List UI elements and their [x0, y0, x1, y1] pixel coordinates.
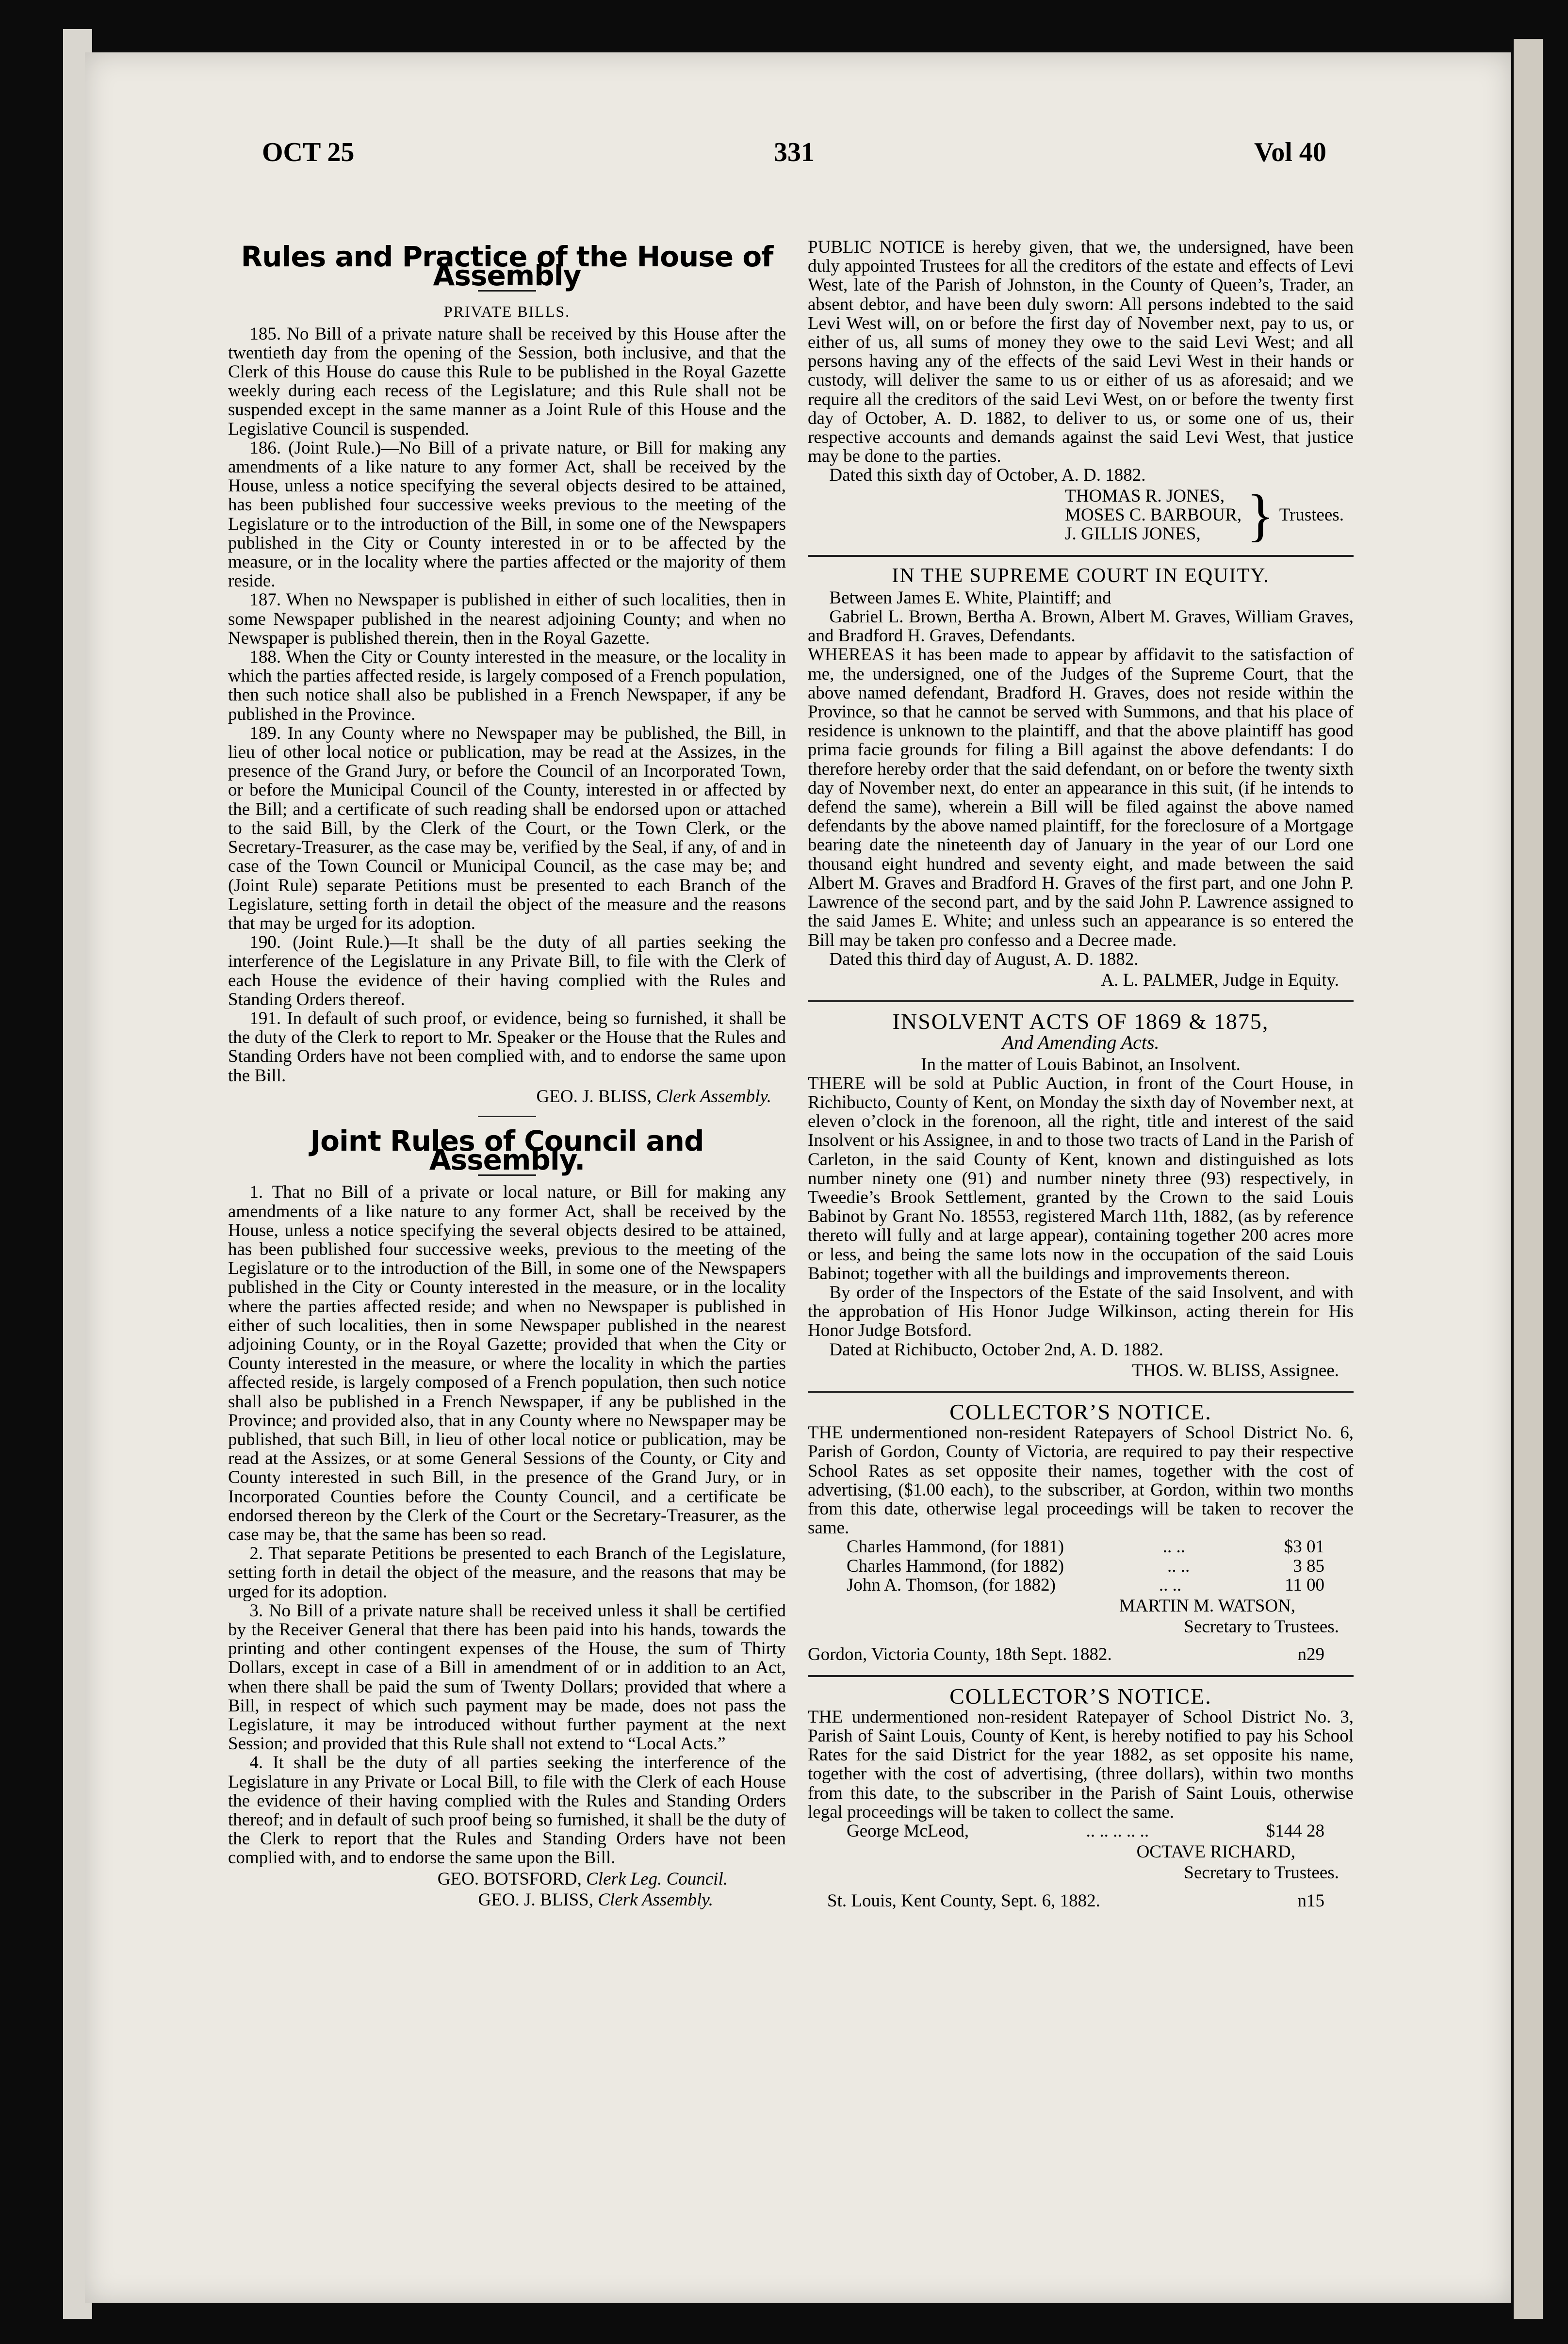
rule-191: 191. In default of such proof, or evidence, being so furnished, it shall be the duty of the Clerk to report to Mr. Speaker or the House that the Rules and Standing Orders have not been complied with, and to endorse the same upon the Bill.	[228, 1008, 786, 1086]
ratepayer-name: George McLeod,	[847, 1821, 969, 1841]
rule-186: 186. (Joint Rule.)—No Bill of a private nature, or Bill for making any amendments of a like nature to any former Act, shall be received by the House, unless a notice specifying the several objects desired to be attained, has been published four successive weeks previous to the meeting of the Legislature or to the introduction of the Bill, in some one of the Newspapers published in the City or County interested in or to be affected by the measure, or in the locality where the parties affected or the majority of them reside.	[228, 438, 786, 591]
insolvent-title: INSOLVENT ACTS OF 1869 & 1875,	[892, 1009, 1269, 1034]
insolvent-matter: In the matter of Louis Babinot, an Insolvent.	[921, 1054, 1241, 1074]
rules-title: Rules and Practice of the House of Assembly	[241, 240, 773, 293]
trustee-name: MOSES C. BARBOUR,	[1065, 505, 1242, 525]
leader-dots: .. ..	[1162, 1537, 1185, 1557]
rules-signature-title: Clerk Assembly.	[656, 1086, 771, 1107]
collector2-footer	[827, 1891, 1324, 1910]
rate-row	[847, 1537, 1324, 1556]
trustees-signature	[808, 482, 1344, 547]
rate-row	[847, 1576, 1324, 1595]
page-number: 331	[774, 137, 815, 167]
leader-dots: .. ..	[1167, 1556, 1190, 1576]
insolvent-subtitle: And Amending Acts.	[1002, 1031, 1160, 1054]
collector1-footer	[808, 1645, 1324, 1664]
ratepayer-name: Charles Hammond, (for 1881)	[847, 1537, 1064, 1557]
joint-rule-4: 4. It shall be the duty of all parties seeking the interference of the Legislature in any Private or Local Bill, to file with the Clerk of each House the evidence of their having complied with the Rules and Standing Orders thereof; and in default of such proof being so furnished, it shall be the duty of the Clerk to report that the Rules and Standing Orders have not been complied with, and to endorse the same upon the Bill.	[228, 1753, 786, 1868]
collector2-footer-code: n15	[1297, 1890, 1324, 1911]
rate-row	[847, 1557, 1324, 1576]
right-column	[808, 238, 1354, 1910]
rules-subtitle: PRIVATE BILLS.	[443, 303, 571, 321]
joint-signature-1	[228, 1870, 728, 1888]
equity-signature: A. L. PALMER, Judge in Equity.	[1101, 970, 1339, 990]
public-notice-body: PUBLIC NOTICE is hereby given, that we, the undersigned, have been duly appointed Trustees for all the creditors of the estate and effects of Levi West, late of the Parish of Johnston, in the County of Queen’s, Trader, an absent debtor, and have been duly sworn: All persons indebted to the said Levi West will, on or before the first day of November next, pay to us, or either of us, all sums of money they owe to the said Levi West; and all persons having any of the effects of the said Levi West in their hands or custody, will deliver the same to us or either of us as aforesaid; and we require all the creditors of the said Levi West, on or before the twenty first day of October, A. D. 1882, to deliver to us, or some one of us, their respective accounts and demands against the said Levi West, that justice may be done to the parties.	[808, 237, 1354, 467]
insolvent-dated: Dated at Richibucto, October 2nd, A. D. 1882.	[829, 1339, 1163, 1360]
left-column	[228, 240, 786, 1910]
collector2-body: THE undermentioned non-resident Ratepayer of School District No. 3, Parish of Saint Louis, County of Kent, is hereby notified to pay his School Rates for the said District for the year 1882, as set opposite his name, together with the cost of advertising, (three dollars), within two months from this date, to the subscriber in the Parish of Saint Louis, otherwise legal proceedings will be taken to collect the same.	[808, 1707, 1354, 1822]
separator	[808, 555, 1354, 557]
trustees-role: Trustees.	[1279, 505, 1344, 525]
collector1-footer-code: n29	[1297, 1644, 1324, 1665]
joint-sig2-title: Clerk Assembly.	[598, 1889, 713, 1910]
separator	[808, 1000, 1354, 1002]
volume-number: Vol 40	[1254, 137, 1326, 167]
joint-rule-2: 2. That separate Petitions be presented to each Branch of the Legislature, setting forth in detail the object of the measure, and the reasons that may be urged for its adoption.	[228, 1544, 786, 1602]
collector1-body: THE undermentioned non-resident Ratepayers of School District No. 6, Parish of Gordon, County of Victoria, are required to pay their respective School Rates as set opposite their names, together with the cost of advertising, ($1.00 each), to the subscriber, at Gordon, within two months from this date, otherwise legal proceedings will be taken to recover the same.	[808, 1423, 1354, 1538]
ratepayer-name: Charles Hammond, (for 1882)	[847, 1556, 1064, 1576]
leader-dots: .. ..	[1159, 1575, 1182, 1595]
collector1-signature-title: Secretary to Trustees.	[1184, 1617, 1339, 1637]
collector1-signature-name: MARTIN M. WATSON,	[1119, 1596, 1295, 1616]
insolvent-body: THERE will be sold at Public Auction, in front of the Court House, in Richibucto, County of Kent, on Monday the sixth day of November next, at eleven o’clock in the forenoon, all the right, title and interest of the said Insolvent or his Assignee, in and to those two tracts of Land in the Parish of Carleton, in the said County of Kent, known and distinguished as lots number ninety one (91) and number ninety three (93) respectively, in Tweedie’s Brook Settlement, granted by the Crown to the said Louis Babinot by Grant No. 18553, registered March 11th, 1882, (as by reference thereto will fully and at large appear), containing together 200 acres more or less, and being the same lots now in the occupation of the said Louis Babinot; together with all the buildings and improvements thereon.	[808, 1073, 1354, 1284]
rate-amount: $144 28	[1266, 1821, 1324, 1841]
separator	[808, 1675, 1354, 1677]
collector2-footer-place: St. Louis, Kent County, Sept. 6, 1882.	[827, 1890, 1100, 1911]
brace-glyph: }	[1246, 482, 1274, 547]
collector2-title: COLLECTOR’S NOTICE.	[949, 1683, 1212, 1709]
insolvent-order: By order of the Inspectors of the Estate of the said Insolvent, and with the approbation of His Honor Judge Wilkinson, acting therein for His Honor Judge Botsford.	[808, 1282, 1354, 1341]
rules-signature	[228, 1087, 771, 1106]
joint-rule-3: 3. No Bill of a private nature shall be received unless it shall be certified by the Receiver General that there has been paid into his hands, towards the printing and other contingent expenses of the House, the sum of Thirty Dollars, except in case of a Bill in amendment of or in addition to an Act, when there shall be paid the sum of Twenty Dollars; provided that where a Bill, in respect of which such payment may be made, does not pass the Legislature, it may be introduced without further payment at the next Session; and provided that this Rule shall not extend to “Local Acts.”	[228, 1600, 786, 1754]
insolvent-signature: THOS. W. BLISS, Assignee.	[1132, 1360, 1339, 1381]
rate-amount: 11 00	[1285, 1575, 1324, 1595]
joint-signature-2	[228, 1890, 713, 1909]
joint-rules-title: Joint Rules of Council and Assembly.	[310, 1124, 704, 1177]
rate-amount: $3 01	[1284, 1537, 1324, 1557]
equity-between: Between James E. White, Plaintiff; and	[829, 587, 1111, 608]
leader-dots: .. .. .. .. ..	[1086, 1821, 1149, 1841]
trustee-name: J. GILLIS JONES,	[1065, 524, 1201, 544]
ratepayer-name: John A. Thomson, (for 1882)	[847, 1575, 1056, 1595]
joint-sig1-name: GEO. BOTSFORD,	[437, 1869, 582, 1889]
rules-signature-name: GEO. J. BLISS,	[536, 1086, 652, 1107]
rate-amount: 3 85	[1293, 1556, 1324, 1576]
equity-dated: Dated this third day of August, A. D. 1882.	[829, 949, 1139, 969]
issue-date: OCT 25	[262, 137, 355, 167]
public-notice-dated: Dated this sixth day of October, A. D. 1882.	[829, 465, 1146, 486]
equity-defendants: Gabriel L. Brown, Bertha A. Brown, Albert M. Graves, William Graves, and Bradford H. Graves, Defendants.	[808, 607, 1354, 646]
trustee-names	[1065, 487, 1241, 544]
collector1-title: COLLECTOR’S NOTICE.	[949, 1399, 1212, 1424]
rate-row	[847, 1822, 1324, 1840]
rule-189: 189. In any County where no Newspaper may be published, the Bill, in lieu of other local notice or publication, may be read at the Assizes, in the presence of the Grand Jury, or before the Council of an Incorporated Town, or before the Municipal Council of the County, interested in or affected by the Bill; and a certificate of such reading shall be endorsed upon or attached to the said Bill, by the Clerk of the Court, or the Town Clerk, or the Secretary-Treasurer, as the case may be, verified by the Seal, if any, of and in case of the Town Council or Municipal Council, as the case may be; and (Joint Rule) separate Petitions must be presented to each Branch of the Legislature, setting forth in detail the object of the measure and the reasons that may be urged for its adoption.	[228, 723, 786, 933]
equity-body: WHEREAS it has been made to appear by affidavit to the satisfaction of me, the undersigned, one of the Judges of the Supreme Court, that the above named defendant, Bradford H. Graves, does not reside within the Province, so that he cannot be served with Summons, and that his place of residence is unknown to the plaintiff, and that the above plaintiff has good prima facie grounds for filing a Bill against the above defendants: I do therefore hereby order that the said defendant, on or before the twenty sixth day of November next, do enter an appearance in this suit, (if he intends to defend the same), wherein a Bill will be filed against the above named defendants by the above named plaintiff, for the foreclosure of a Mortgage bearing date the nineteenth day of January in the year of our Lord one thousand eight hundred and seventy eight, and made between the said Albert M. Graves and Bradford H. Graves of the first part, and one John P. Lawrence of the second part, and by the said John P. Lawrence assigned to the said James E. White; and unless such an appearance is so entered the Bill may be taken pro confesso and a Decree made.	[808, 645, 1354, 950]
rule-188: 188. When the City or County interested in the measure, or the locality in which the parties affected reside, is largely composed of a French population, then such notice shall also be published in a French Newspaper, if any be published in the Province.	[228, 647, 786, 724]
collector2-signature-title: Secretary to Trustees.	[1184, 1863, 1339, 1883]
section-rule	[478, 1116, 536, 1117]
binding-edge-right	[1514, 39, 1543, 2319]
rule-187: 187. When no Newspaper is published in either of such localities, then in some Newspaper published in the nearest adjoining County; and when no Newspaper is published therein, then in the Royal Gazette.	[228, 590, 786, 648]
equity-title: IN THE SUPREME COURT IN EQUITY.	[892, 564, 1270, 587]
joint-sig1-title: Clerk Leg. Council.	[586, 1869, 728, 1889]
separator	[808, 1391, 1354, 1393]
collector1-footer-place: Gordon, Victoria County, 18th Sept. 1882.	[808, 1644, 1112, 1665]
collector2-signature-name: OCTAVE RICHARD,	[1136, 1842, 1295, 1862]
rule-190: 190. (Joint Rule.)—It shall be the duty of all parties seeking the interference of the Legislature in any Private Bill, to file with the Clerk of each House the evidence of their having complied with the Rules and Standing Orders thereof.	[228, 932, 786, 1009]
joint-rule-1: 1. That no Bill of a private or local nature, or Bill for making any amendments of a like nature to any former Act, shall be received by the House, unless a notice specifying the several objects desired to be attained, has been published four successive weeks, previous to the meeting of the Legislature or to the introduction of the Bill, in some one of the Newspapers published in the City or County interested in the measure, or in the locality where the parties affected reside; and when no Newspaper is published in either of such localities, then in some Newspaper published in the nearest adjoining County, or in the Royal Gazette; provided that when the City or County interested in the measure, or where the locality in which the parties affected reside, is largely composed of a French population, then such notice shall also be published in a French Newspaper, if any be published in the Province; and provided also, that in any County where no Newspaper may be published, that such Bill, in lieu of other local notice or publication, may be read at the Assizes, or at some General Sessions of the County, or City and County interested in such Bill, in the presence of the Grand Jury, or in Incorporated Counties before the County Council, and a certificate be endorsed thereon by the Clerk of the Court or the Secretary-Treasurer, as the case may be, that the same has been so read.	[228, 1182, 786, 1545]
joint-sig2-name: GEO. J. BLISS,	[478, 1889, 593, 1910]
trustee-name: THOMAS R. JONES,	[1065, 486, 1225, 506]
rule-185: 185. No Bill of a private nature shall be received by this House after the twentieth day from the opening of the Session, both inclusive, and that the Clerk of this House do cause this Rule to be published in the Royal Gazette weekly during each recess of the Legislature; and this Rule shall not be suspended except in the same manner as a Joint Rule of this House and the Legislative Council is suspended.	[228, 324, 786, 439]
